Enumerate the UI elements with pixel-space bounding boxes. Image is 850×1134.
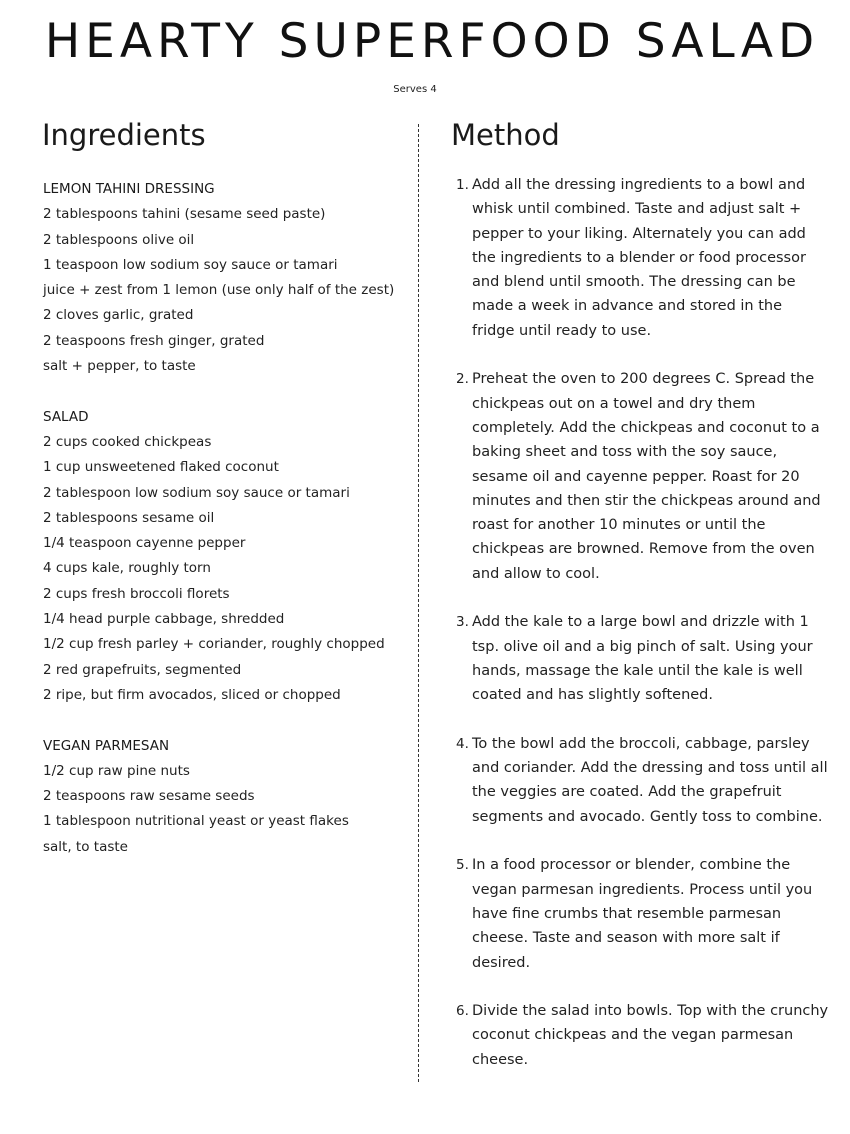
- step-line: Add all the dressing ingredients to a bowl and: [472, 177, 806, 193]
- serves-note: Serves 4: [393, 84, 437, 95]
- page-title: HEARTY SUPERFOOD SALAD: [44, 14, 820, 69]
- ingredient-item: 2 cups fresh broccoli florets: [43, 585, 230, 602]
- ingredient-item: 1 tablespoon nutritional yeast or yeast flakes: [43, 813, 349, 830]
- step-text: [456, 173, 841, 343]
- method-steps: [456, 173, 841, 1072]
- ingredient-item: 1 teaspoon low sodium soy sauce or tamari: [43, 256, 338, 273]
- step-spacer: [456, 829, 841, 853]
- step-number: 2.: [456, 371, 469, 388]
- ingredient-item: 2 red grapefruits, segmented: [43, 661, 242, 678]
- ingredient-item: 1 cup unsweetened flaked coconut: [43, 459, 279, 476]
- step-number: 4.: [456, 735, 469, 752]
- step-line: To the bowl add the broccoli, cabbage, parsley: [472, 735, 810, 752]
- step-line: fridge until ready to use.: [472, 322, 652, 339]
- ingredient-item: 1/2 cup fresh parley + coriander, roughly chopped: [43, 636, 385, 653]
- ingredient-item: salt, to taste: [43, 838, 128, 855]
- ingredient-item: 1/4 teaspoon cayenne pepper: [43, 535, 246, 552]
- step-line: desired.: [472, 954, 531, 971]
- ingredient-item: juice + zest from 1 lemon (use only half of the zest): [43, 282, 395, 299]
- method-step: [456, 853, 841, 974]
- step-line: Divide the salad into bowls. Top with the crunchy: [472, 1003, 829, 1020]
- ingredient-item: 2 tablespoon low sodium soy sauce or tamari: [43, 484, 350, 501]
- ingredient-section-salad: [43, 405, 413, 709]
- method-step: [456, 732, 841, 829]
- step-line: whisk until combined. Taste and adjust salt +: [472, 201, 802, 218]
- step-text: [456, 732, 841, 829]
- ingredient-item: 2 cloves garlic, grated: [43, 307, 194, 324]
- step-line: tsp. olive oil and a big pinch of salt. Using your: [472, 638, 813, 655]
- section-title: SALAD: [43, 408, 89, 425]
- method-step: [456, 173, 841, 343]
- step-line: made a week in advance and stored in the: [472, 298, 783, 315]
- step-text: [456, 610, 841, 707]
- method-step: [456, 367, 841, 586]
- step-line: pepper to your liking. Alternately you can add: [472, 225, 806, 242]
- step-line: have fine crumbs that resemble parmesan: [472, 905, 782, 922]
- step-line: Preheat the oven to 200 degrees C. Spread the: [472, 371, 815, 388]
- section-spacer: [43, 708, 413, 733]
- step-spacer: [456, 975, 841, 999]
- step-number: 3.: [456, 614, 469, 631]
- step-number: 5.: [456, 857, 469, 874]
- section-spacer: [43, 379, 413, 404]
- step-line: chickpeas are browned. Remove from the oven: [472, 541, 815, 558]
- step-line: completely. Add the chickpeas and coconut to a: [472, 419, 820, 436]
- ingredient-item: 1/2 cup raw pine nuts: [43, 762, 190, 779]
- step-line: Add the kale to a large bowl and drizzle with 1: [472, 614, 809, 631]
- step-line: cheese.: [472, 1051, 529, 1068]
- step-line: baking sheet and toss with the soy sauce,: [472, 444, 778, 461]
- ingredient-item: 4 cups kale, roughly torn: [43, 560, 211, 577]
- ingredient-section-parmesan: [43, 734, 413, 860]
- step-line: the ingredients to a blender or food processor: [472, 249, 806, 266]
- section-title: LEMON TAHINI DRESSING: [43, 181, 215, 197]
- ingredient-item: 2 teaspoons raw sesame seeds: [43, 788, 255, 805]
- step-line: chickpeas out on a towel and dry them: [472, 395, 756, 412]
- step-spacer: [456, 708, 841, 732]
- step-line: and blend until smooth. The dressing can be: [472, 274, 796, 291]
- ingredient-item: salt + pepper, to taste: [43, 358, 196, 375]
- ingredient-item: 1/4 head purple cabbage, shredded: [43, 611, 285, 628]
- step-number: 1.: [456, 177, 469, 193]
- step-line: minutes and then stir the chickpeas around and: [472, 492, 821, 509]
- ingredient-item: 2 ripe, but firm avocados, sliced or chopped: [43, 686, 341, 703]
- step-line: cheese. Taste and season with more salt if: [472, 930, 780, 947]
- step-line: coated and has slightly softened.: [472, 687, 713, 704]
- ingredient-item: 2 cups cooked chickpeas: [43, 433, 212, 450]
- step-line: segments and avocado. Gently toss to combine.: [472, 808, 823, 825]
- ingredient-item: 2 tablespoons tahini (sesame seed paste): [43, 206, 326, 223]
- step-spacer: [456, 343, 841, 367]
- ingredient-item: 2 teaspoons fresh ginger, grated: [43, 332, 265, 349]
- step-line: and coriander. Add the dressing and toss until all: [472, 760, 828, 777]
- ingredient-section-dressing: [43, 177, 413, 379]
- step-line: coconut chickpeas and the vegan parmesan: [472, 1027, 794, 1044]
- step-line: hands, massage the kale until the kale is well: [472, 662, 803, 679]
- step-line: In a food processor or blender, combine the: [472, 857, 791, 874]
- ingredients-heading: Ingredients: [42, 118, 206, 152]
- section-title: VEGAN PARMESAN: [43, 737, 170, 754]
- step-line: the veggies are coated. Add the grapefruit: [472, 784, 782, 801]
- column-divider: [418, 124, 419, 1082]
- step-line: sesame oil and cayenne pepper. Roast for 20: [472, 468, 800, 485]
- step-line: and allow to cool.: [472, 565, 600, 582]
- step-text: [456, 367, 841, 586]
- step-spacer: [456, 586, 841, 610]
- method-step: [456, 999, 841, 1072]
- step-line: vegan parmesan ingredients. Process until you: [472, 881, 813, 898]
- ingredients-list: [43, 177, 413, 860]
- ingredient-item: 2 tablespoons olive oil: [43, 231, 195, 248]
- step-line: roast for another 10 minutes or until the: [472, 517, 766, 534]
- step-text: [456, 853, 841, 974]
- method-heading: Method: [451, 118, 560, 152]
- method-step: [456, 610, 841, 707]
- step-number: 6.: [456, 1003, 469, 1020]
- step-text: [456, 999, 841, 1072]
- ingredient-item: 2 tablespoons sesame oil: [43, 509, 215, 526]
